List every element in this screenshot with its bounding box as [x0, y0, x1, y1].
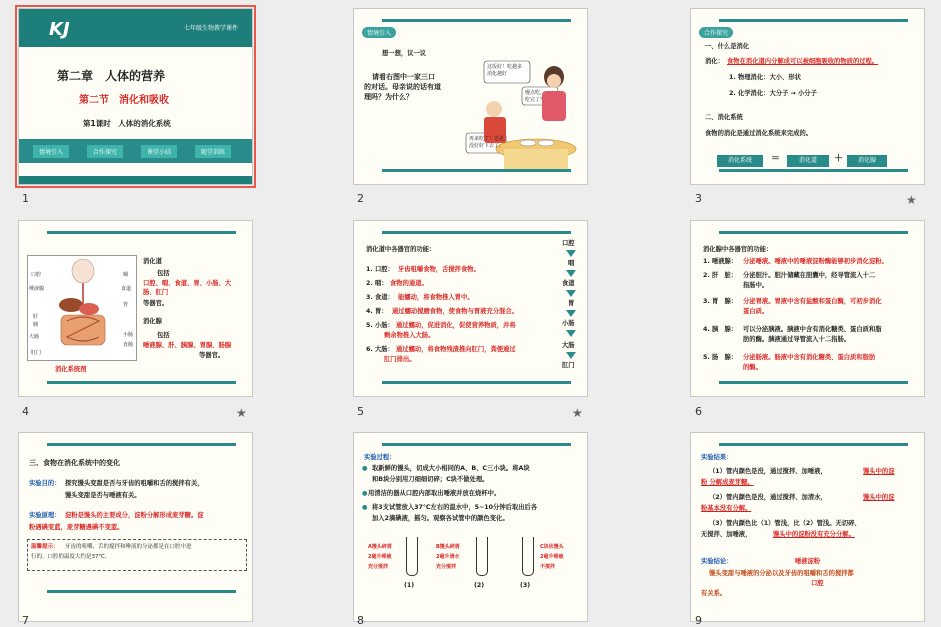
bullet-icon: ●: [362, 504, 368, 511]
tube-label: 2毫升唾液: [540, 554, 564, 560]
result-line: （2）管内颜色是没，通过搅拌、加清水，: [709, 494, 827, 501]
organ-label-pharynx: 咽: [123, 272, 129, 278]
slide-number-4: 4: [22, 405, 29, 418]
diagram-caption: 消化系统图: [55, 366, 87, 373]
bottom-rule: [47, 381, 236, 384]
organ-label-anus: 肛门: [31, 350, 42, 356]
flow-step: 咽: [568, 260, 575, 267]
system-line: 食物的消化是通过消化系统来完成的。: [705, 130, 813, 137]
tube-number: (1): [404, 582, 415, 589]
organ-function: 牙齿咀嚼食物，舌搅拌食物。: [398, 266, 480, 273]
family-dinner-illustration: [464, 57, 584, 177]
chapter-title: 第二章 人体的营养: [57, 69, 166, 83]
tube-label: B馒头碎屑: [436, 544, 460, 550]
organ-name: 2. 咽：: [366, 280, 388, 287]
bottom-rule: [47, 590, 236, 593]
flow-step: 大肠: [562, 342, 575, 349]
organ-name: 6. 大肠：: [366, 346, 394, 353]
slide-number-3: 3: [695, 192, 702, 205]
tip-line-2: 行的。口腔的温度大约是37℃。: [31, 554, 111, 560]
list-item-1: 1. 物理消化：大小、形状: [729, 74, 801, 81]
test-tube-2: [476, 537, 488, 576]
bubble-text-4: 吃完了？: [525, 97, 546, 103]
heading-1: 一、什么是消化: [705, 43, 750, 50]
organ-label-small-intestine: 小肠: [123, 332, 134, 338]
tract-heading: 消化道: [143, 258, 162, 265]
nav-item-summary[interactable]: 课堂小结: [141, 145, 177, 158]
test-tube-1: [406, 537, 418, 576]
slide-number-7: 7: [22, 614, 29, 627]
prompt-line-2: 的对话。母亲说的话有道: [364, 83, 441, 91]
organ-function: 通过蠕动搅磨食物，使食物与胃液充分混合。: [392, 308, 518, 315]
result-line: （3）管内颜色比（1）管浅，比（2）管浅。无切碎、: [709, 520, 861, 527]
section-heading: 三、食物在消化系统中的变化: [29, 459, 120, 467]
bubble-text-5: 再来吃了！还是: [469, 136, 505, 142]
result-highlight: 馒头中的淀粉没有充分分解。: [773, 531, 855, 538]
bottom-rule: [382, 169, 571, 172]
flow-step: 胃: [568, 300, 575, 307]
gland-function: 分泌胆汁。胆汁储藏在胆囊中，经导管流入十二: [743, 272, 876, 279]
lesson-title: 第1课时 人体的消化系统: [83, 119, 171, 128]
result-highlight: 馒头中的淀: [863, 494, 895, 501]
glands-organs: 唾液腺、肝、胰腺、胃腺、肠腺: [143, 342, 232, 349]
conclusion-line-2: 有关系。: [701, 590, 727, 597]
animation-star-icon[interactable]: ★: [572, 406, 583, 420]
down-arrow-icon: [566, 270, 576, 277]
top-rule: [719, 19, 908, 22]
result-highlight: 粉基本没有分解。: [701, 505, 752, 512]
eq-box-system: 消化系统: [717, 155, 763, 167]
section-tag: 情境引入: [362, 27, 396, 38]
logo: KJ: [49, 19, 70, 40]
gland-function-cont: 肪的酶。胰液通过导管流入十二指肠。: [743, 336, 851, 343]
top-rule: [47, 443, 236, 446]
down-arrow-icon: [566, 290, 576, 297]
bottom-rule: [719, 169, 908, 172]
organ-label-liver: 肝: [33, 314, 39, 320]
tract-organs: 口腔、咽、食道、胃、小肠、大肠、肛门: [143, 280, 232, 296]
purpose-line-2: 馒头变甜是否与唾液有关。: [65, 492, 141, 499]
bubble-text-3: 慢点吃，: [525, 90, 546, 96]
step-line: 取新鲜的馒头，切成大小相同的A、B、C三小块。将A块: [372, 465, 530, 472]
flow-step: 肛门: [562, 362, 575, 369]
flow-step: 食道: [562, 280, 575, 287]
animation-star-icon[interactable]: ★: [906, 193, 917, 207]
tube-label: A馒头碎屑: [368, 544, 392, 550]
organ-label-pancreas: 胰: [33, 322, 39, 328]
nav-item-intro[interactable]: 情境引入: [33, 145, 69, 158]
prompt-line-3: 理吗？为什么？: [364, 93, 413, 101]
slide-thumbnail-8[interactable]: [353, 432, 588, 622]
top-rule: [47, 231, 236, 234]
slide-number-9: 9: [695, 614, 702, 627]
gland-function-cont: 的酶。: [743, 364, 762, 371]
organ-label-stomach: 胃: [123, 302, 129, 308]
gland-name: 3. 胃 腺：: [703, 298, 738, 305]
slide-thumbnail-9[interactable]: [690, 432, 925, 622]
list-item-2: 2. 化学消化：大分子 → 小分子: [729, 90, 817, 97]
gland-function: 可以分泌胰液。胰液中含有消化糖类、蛋白质和脂: [743, 326, 882, 333]
tube-label: C块状馒头: [540, 544, 564, 550]
slide-thumbnail-3[interactable]: [690, 8, 925, 185]
step-line: 将3支试管放入37℃左右的温水中，5~10分钟后取出后各: [372, 504, 538, 511]
tube-label: 2毫升清水: [436, 554, 460, 560]
bubble-text-2: 消化越好: [487, 71, 508, 77]
process-heading: 实验过程：: [364, 454, 396, 461]
top-rule: [719, 231, 908, 234]
conclusion-line-1: 馒头变甜与唾液的分泌以及牙齿的咀嚼和舌的搅拌都: [709, 570, 854, 577]
slide-thumbnail-6[interactable]: [690, 220, 925, 397]
organ-label-rectum: 直肠: [123, 342, 134, 348]
slide-number-2: 2: [357, 192, 364, 205]
down-arrow-icon: [566, 310, 576, 317]
section-tag: 合作探究: [699, 27, 733, 38]
bottom-rule: [382, 381, 571, 384]
organ-label-salivary: 唾液腺: [29, 286, 45, 292]
slide-title: 消化腺中各器官的功能：: [703, 246, 773, 253]
slide-thumbnail-7[interactable]: [18, 432, 253, 622]
tip-label: 温馨提示：: [31, 544, 59, 550]
slide-thumbnail-5[interactable]: [353, 220, 588, 397]
tube-label: 不搅拌: [540, 564, 556, 570]
eq-equals: ＝: [771, 154, 781, 164]
gland-name: 5. 肠 腺：: [703, 354, 738, 361]
slide-title: 消化道中各器官的功能：: [366, 246, 436, 253]
organ-name: 5. 小肠：: [366, 322, 394, 329]
principle-line-1: 淀粉是馒头的主要成分，淀粉分解形成麦芽糖。淀: [65, 512, 204, 519]
eq-plus: ＋: [834, 154, 844, 164]
tube-label: 充分搅拌: [436, 564, 457, 570]
down-arrow-icon: [566, 330, 576, 337]
gland-function: 分泌胃液。胃液中含有盐酸和蛋白酶，可初步消化: [743, 298, 882, 305]
gland-name: 1. 唾液腺：: [703, 258, 738, 265]
conclusion-label: 实验结论：: [701, 558, 733, 565]
nav-item-explore[interactable]: 合作探究: [87, 145, 123, 158]
tube-number: (3): [520, 582, 531, 589]
organ-function-cont: 肛门排出。: [384, 356, 416, 363]
gland-function: 分泌唾液。唾液中的唾液淀粉酶能够初步消化淀粉。: [743, 258, 888, 265]
slide-thumbnail-4[interactable]: [18, 220, 253, 397]
slide-footer-band: [19, 176, 252, 184]
organ-label-large-intestine: 大肠: [29, 334, 40, 340]
definition-label: 消化：: [705, 58, 724, 65]
slide-number-5: 5: [357, 405, 364, 418]
overlap-text-1: 唾液淀粉: [795, 558, 821, 565]
section-title: 第二节 消化和吸收: [79, 95, 169, 106]
think-heading: 想一想，议一议: [382, 50, 427, 57]
glands-text-a: 包括: [157, 332, 170, 339]
gland-function-cont: 指肠中。: [743, 282, 769, 289]
slide-subtitle: 七年级生物教学课件: [183, 25, 238, 32]
test-tube-3: [522, 537, 534, 576]
step-line: 加入2滴碘液，摇匀。观察各试管中的颜色变化。: [372, 515, 509, 522]
gland-name: 4. 胰 腺：: [703, 326, 738, 333]
organ-name: 3. 食道：: [366, 294, 394, 301]
organ-function: 食物的通道。: [390, 280, 428, 287]
nav-item-practice[interactable]: 随堂训练: [195, 145, 231, 158]
step-line: 用清洁的器从口腔内部取出唾液并放在烧杯中。: [368, 490, 501, 497]
slide-number-8: 8: [357, 614, 364, 627]
organ-label-esophagus: 食道: [121, 286, 132, 292]
organ-name: 1. 口腔：: [366, 266, 394, 273]
organ-function-cont: 剩余物推入大肠。: [384, 332, 435, 339]
gland-function: 分泌肠液。肠液中含有消化糖类、蛋白质和脂肪: [743, 354, 876, 361]
tube-number: (2): [474, 582, 485, 589]
result-highlight: 粉 分解成麦芽糖。: [701, 479, 754, 486]
organ-function: 通过蠕动，将食物残渣推向肛门，粪便通过: [396, 346, 516, 353]
slide-thumbnail-2[interactable]: [353, 8, 588, 185]
glands-text-c: 等器官。: [199, 352, 225, 359]
purpose-label: 实验目的：: [29, 480, 61, 487]
top-rule: [382, 231, 571, 234]
organ-function: 能蠕动，将食物推入胃中。: [398, 294, 474, 301]
animation-star-icon[interactable]: ★: [236, 406, 247, 420]
bubble-text-1: 这饭好！吃越多: [487, 64, 523, 70]
flow-step: 口腔: [562, 240, 575, 247]
organ-function: 通过蠕动，促进消化，促使营养物质，并将: [396, 322, 516, 329]
flow-step: 小肠: [562, 320, 575, 327]
result-label: 实验结果：: [701, 454, 733, 461]
tube-label: 充分搅拌: [368, 564, 389, 570]
tube-label: 2毫升唾液: [368, 554, 392, 560]
top-rule: [382, 19, 571, 22]
tract-text-a: 包括: [157, 270, 170, 277]
tract-text-c: 等器官。: [143, 300, 169, 307]
down-arrow-icon: [566, 250, 576, 257]
purpose-line-1: 探究馒头变甜是否与牙齿的咀嚼和舌的搅拌有关，: [65, 480, 204, 487]
result-line: 无搅拌、加唾液，: [701, 531, 752, 538]
slide-number-1: 1: [22, 192, 29, 205]
organ-name: 4. 胃：: [366, 308, 388, 315]
definition-text: 食物在消化道内分解成可以被细胞吸收的物质的过程。: [727, 58, 879, 65]
result-line: （1）管内颜色是没，通过搅拌、加唾液，: [709, 468, 827, 475]
top-rule: [382, 443, 571, 446]
organ-label-mouth: 口腔: [31, 272, 42, 278]
slide-thumbnail-1[interactable]: [18, 8, 253, 185]
result-highlight: 馒头中的淀: [863, 468, 895, 475]
bubble-text-6: 没好好下去了。: [469, 143, 505, 149]
principle-label: 实验原理：: [29, 512, 61, 519]
principle-line-2: 粉遇碘变蓝，麦芽糖遇碘不变蓝。: [29, 524, 124, 531]
tip-line-1: 牙齿的咀嚼、舌的搅拌和唾液的分泌都是在口腔中进: [65, 544, 192, 550]
top-rule: [719, 443, 908, 446]
eq-box-glands: 消化腺: [847, 155, 887, 167]
heading-2: 二、消化系统: [705, 114, 743, 121]
prompt-line-1: 请看右图中一家三口: [372, 73, 435, 81]
step-line: 和B块分别用刀细细切碎；C块不做处理。: [372, 476, 489, 483]
digestive-system-illustration: [47, 257, 117, 357]
bullet-icon: ●: [362, 490, 368, 497]
gland-name: 2. 肝 脏：: [703, 272, 738, 279]
slide-number-6: 6: [695, 405, 702, 418]
down-arrow-icon: [566, 352, 576, 359]
bottom-rule: [719, 381, 908, 384]
gland-function-cont: 蛋白质。: [743, 308, 769, 315]
glands-heading: 消化腺: [143, 318, 162, 325]
bullet-icon: ●: [362, 465, 368, 472]
overlap-text-2: 口腔: [811, 580, 824, 587]
eq-box-tract: 消化道: [787, 155, 829, 167]
